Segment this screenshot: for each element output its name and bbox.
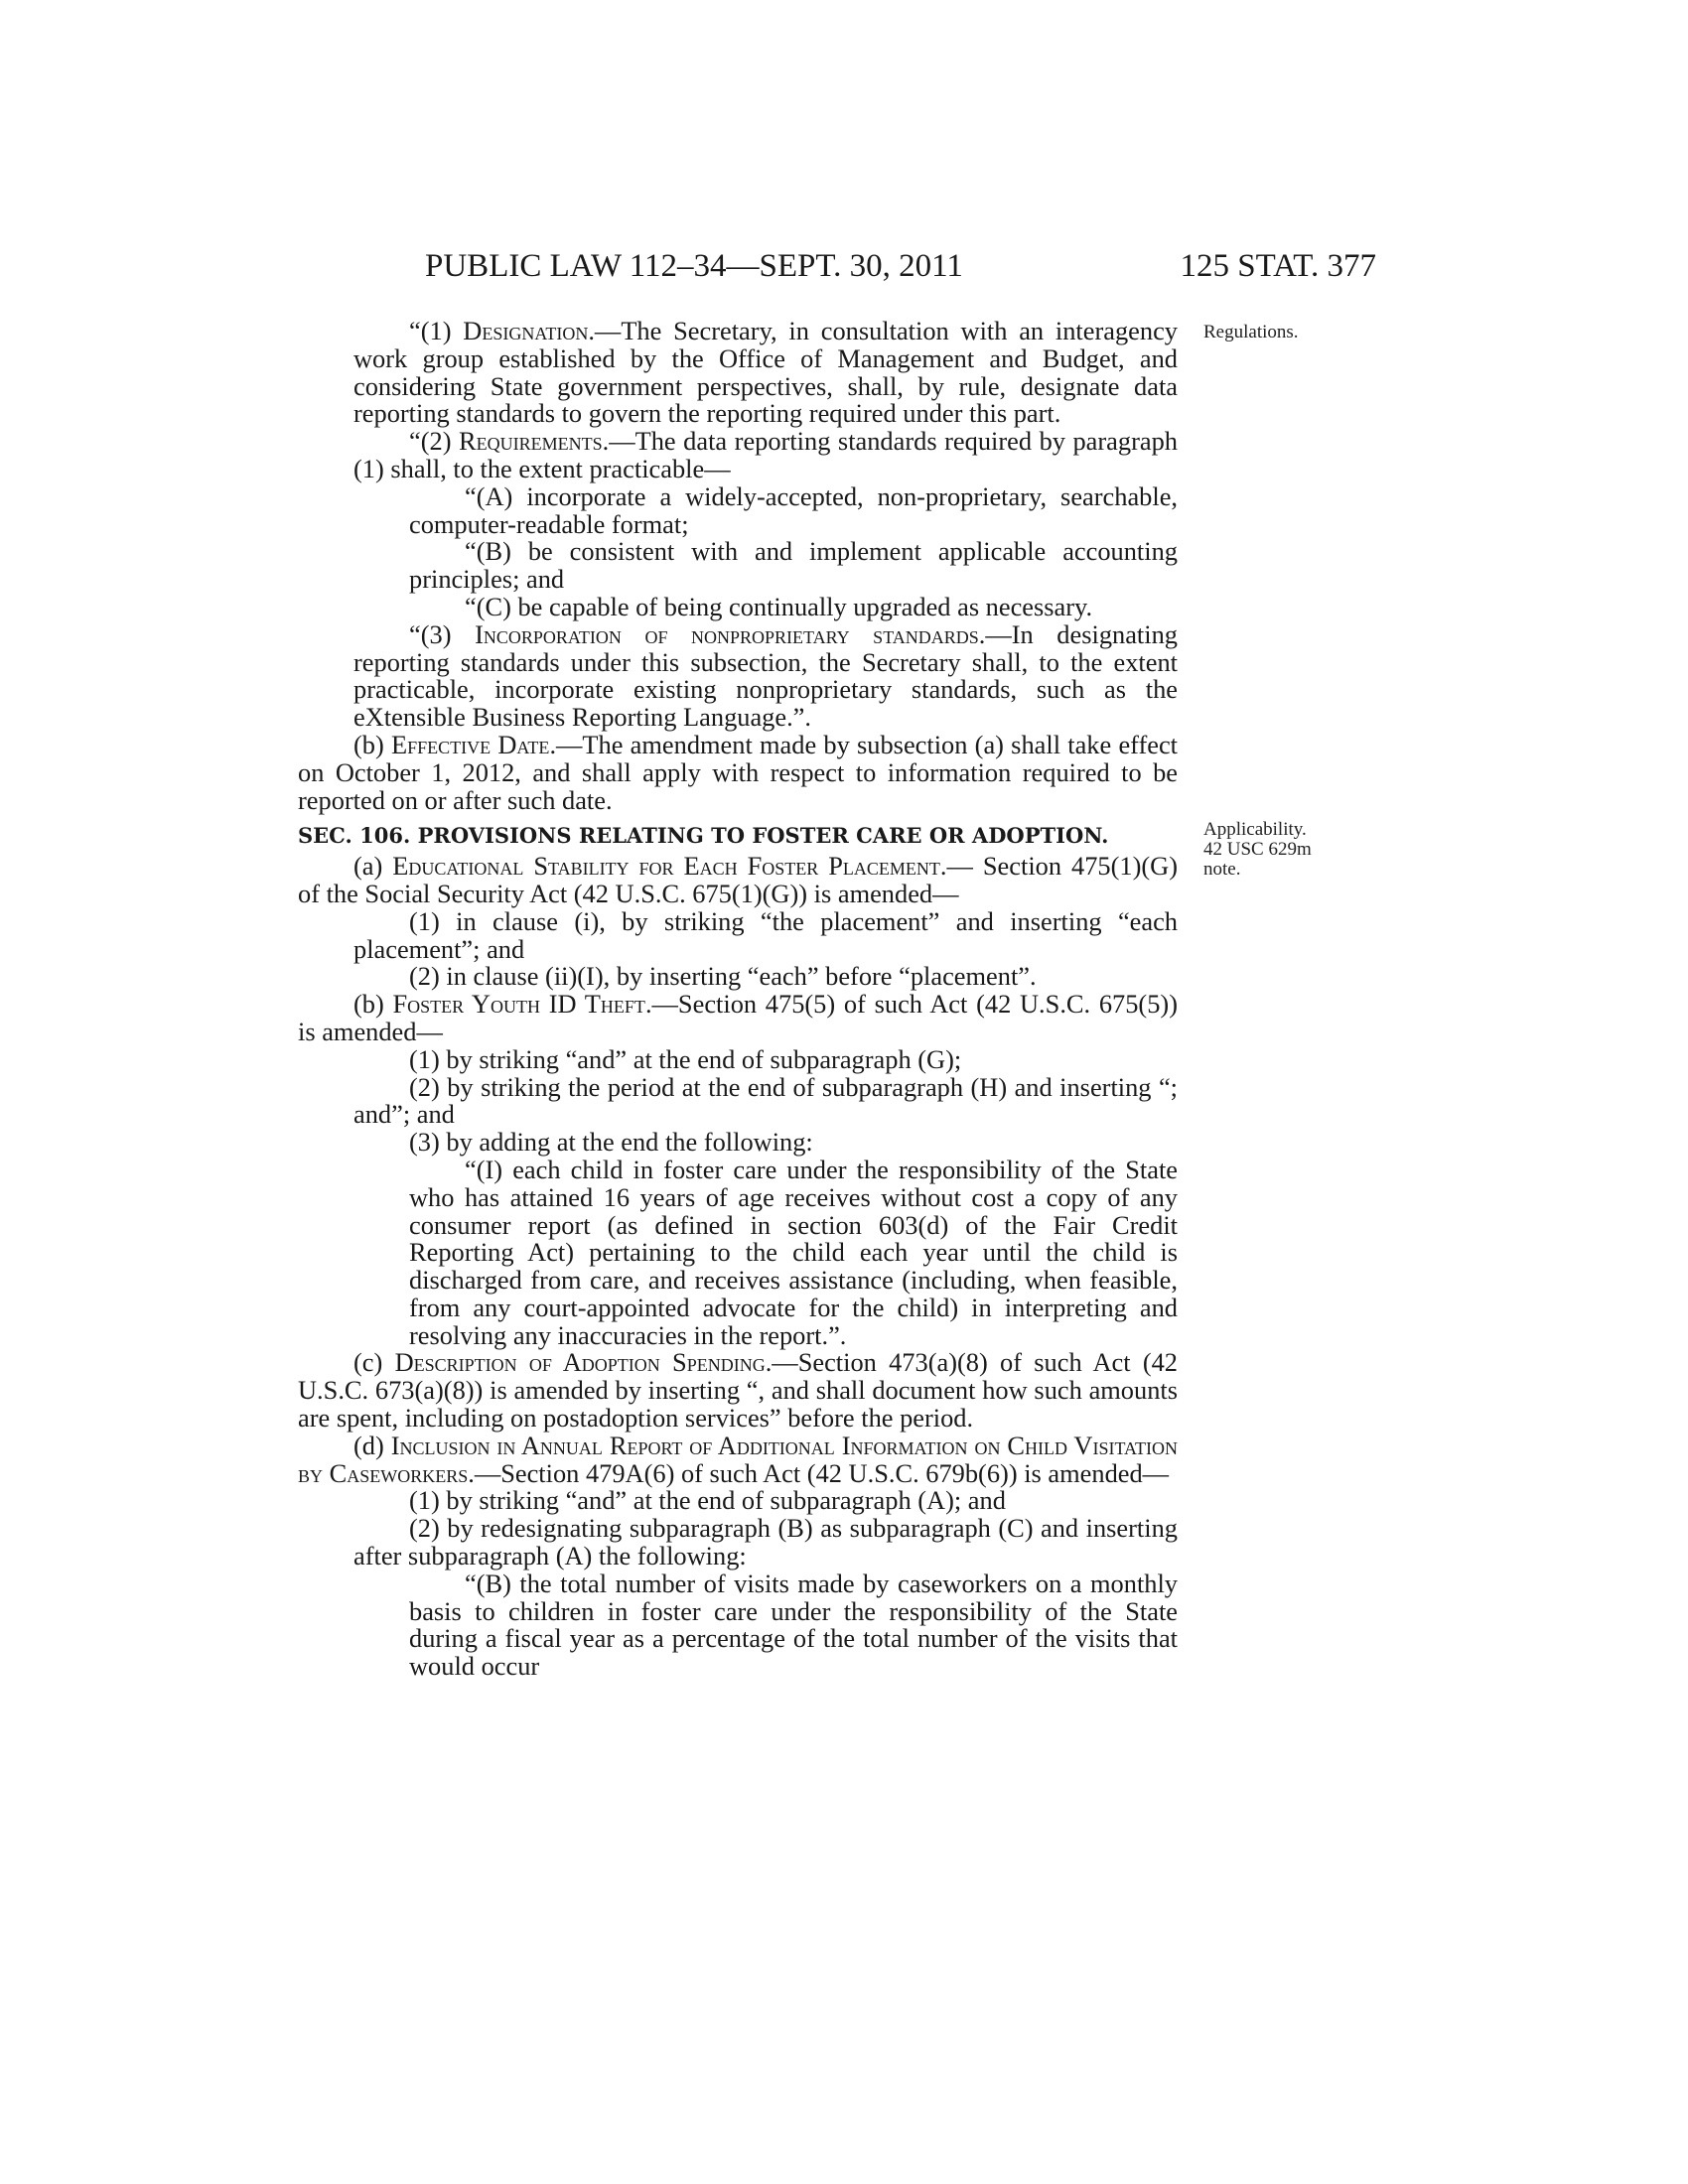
margin-note-note-text: note. <box>1203 859 1241 880</box>
document-body <box>298 318 1178 1681</box>
para-heading: Designation <box>463 316 589 345</box>
para-text: .—The amendment made by subsection (a) shall take effect on October 1, 2012, and shall apply with respect to information required to be reported on or after such date. <box>298 729 1179 815</box>
section-heading: SEC. 106. PROVISIONS RELATING TO FOSTER CARE OR ADOPTION. <box>298 823 1109 849</box>
page-header <box>298 248 1376 298</box>
subparagraph-I: “(I) each child in foster care under the responsibility of the State who has attained 16 years of age receives without cost a copy of any consumer report (as defined in section 603(d) of the Fair Credit Reporting Act) pertaining to the child each year until the child is discharged from care, and receives assistance (including, when feasible, from any court-appointed advocate for the child) in interpreting and resolving any inaccuracies in the report.”. <box>409 1154 1178 1350</box>
para-text: .—Section 473(a)(8) of such Act (42 U.S.C. 673(a)(8)) is amended by inserting “, and shall document how such amounts are spent, including on postadoption services” before the period. <box>298 1347 1178 1433</box>
margin-note-regulations-text: Regulations. <box>1203 322 1299 342</box>
margin-note-regulations <box>1203 323 1299 342</box>
clause-b-2: (2) by striking the period at the end of subparagraph (H) and inserting “; and”; and <box>353 1071 1178 1130</box>
subsection-b-effective-date <box>298 729 1179 815</box>
subsection-d-annual-report <box>298 1430 1178 1488</box>
para-heading: Description of Adoption Spending <box>394 1347 766 1378</box>
clause-d-1: (1) by striking “and” at the end of subparagraph (A); and <box>409 1485 1006 1516</box>
margin-note-applicability <box>1203 820 1312 880</box>
para-text: .— Section 475(1)(G) of the Social Security Act (42 U.S.C. 675(1)(G)) is amended— <box>298 851 1178 908</box>
subsection-b-foster-youth-id-theft <box>298 991 1178 1046</box>
header-title: PUBLIC LAW 112–34—SEPT. 30, 2011 <box>425 248 963 284</box>
clause-b-1: (1) by striking “and” at the end of subparagraph (G); <box>409 1043 962 1074</box>
header-stat-citation: 125 STAT. 377 <box>1180 248 1376 284</box>
para-number: (c) <box>353 1347 395 1378</box>
para-heading: Effective Date <box>391 729 550 759</box>
subparagraph-B-visits: “(B) the total number of visits made by caseworkers on a monthly basis to children in foster care under the responsibility of the State during a fiscal year as a percentage of the total number of the visits that would occur <box>409 1568 1178 1682</box>
paragraph-2-requirements <box>298 428 1178 483</box>
para-heading: Inclusion in Annual Report of Additional Information on Child Visitation by Caseworkers <box>298 1430 1178 1488</box>
para-number: (d) <box>353 1430 391 1460</box>
subparagraph-C: “(C) be capable of being continually upgraded as necessary. <box>465 591 1093 621</box>
para-heading: Foster Youth ID Theft <box>392 989 645 1020</box>
para-number: (b) <box>353 729 392 759</box>
para-heading: Requirements <box>459 426 603 457</box>
subparagraph-B: “(B) be consistent with and implement applicable accounting principles; and <box>409 536 1178 595</box>
para-text: .—In designating reporting standards under this subsection, the Secretary shall, to the extent practicable, incorporate existing nonproprietary standards, such as the eXtensible Business Reporting Language.”. <box>353 618 1178 733</box>
para-number: (b) <box>353 989 393 1020</box>
para-heading: Incorporation of nonproprietary standards <box>475 618 979 649</box>
para-text: .—Section 475(5) of such Act (42 U.S.C. 675(5)) is amended— <box>298 989 1178 1046</box>
clause-a-2: (2) in clause (ii)(I), by inserting “each” before “placement”. <box>409 961 1037 992</box>
para-heading: Educational Stability for Each Foster Placement <box>392 851 940 882</box>
paragraph-1-designation <box>298 318 1178 428</box>
margin-note-usc-text: 42 USC 629m <box>1203 839 1312 860</box>
para-number: “(1) <box>409 316 464 345</box>
paragraph-3-incorporation <box>298 618 1178 733</box>
subsection-a-educational-stability <box>298 853 1178 908</box>
para-number: “(3) <box>409 618 476 649</box>
clause-a-1: (1) in clause (i), by striking “the placement” and inserting “each placement”; and <box>353 905 1178 964</box>
subsection-c-adoption-spending <box>298 1349 1178 1432</box>
margin-note-applicability-text: Applicability. <box>1203 819 1307 840</box>
para-number: “(2) <box>409 426 460 457</box>
para-text: .—The data reporting standards required by paragraph (1) shall, to the extent practicable— <box>353 426 1178 483</box>
clause-d-2: (2) by redesignating subparagraph (B) as subparagraph (C) and inserting after subparagraph (A) the following: <box>353 1513 1178 1571</box>
para-number: (a) <box>353 851 393 882</box>
para-text: .—The Secretary, in consultation with an interagency work group established by the Office of Management and Budget, and considering State government perspectives, shall, by rule, designate data reporting standards to govern the reporting required under this part. <box>353 316 1178 429</box>
clause-b-3: (3) by adding at the end the following: <box>409 1127 813 1158</box>
para-text: .—Section 479A(6) of such Act (42 U.S.C. 679b(6)) is amended— <box>468 1457 1170 1488</box>
subparagraph-A: “(A) incorporate a widely-accepted, non-proprietary, searchable, computer-readable format; <box>409 480 1178 539</box>
